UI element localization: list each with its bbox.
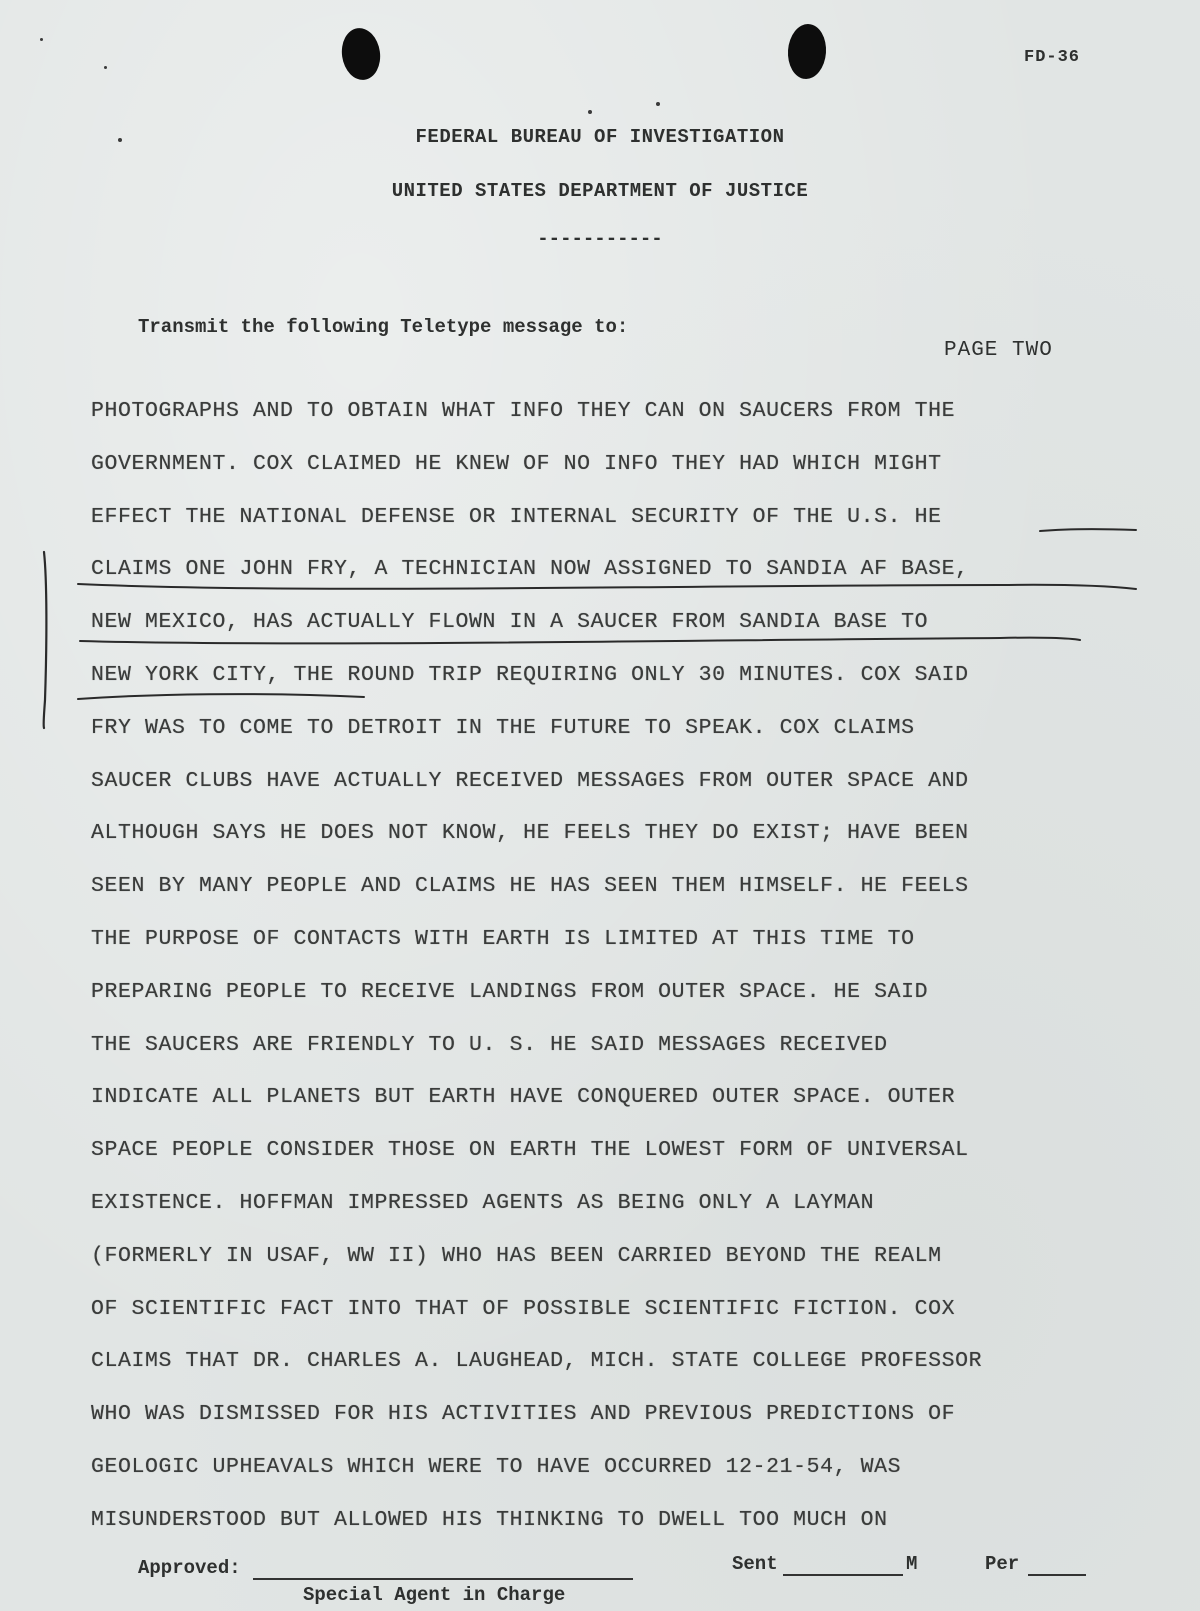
message-line: MISUNDERSTOOD BUT ALLOWED HIS THINKING TO DWELL TOO MUCH ON (91, 1507, 888, 1532)
message-line: PREPARING PEOPLE TO RECEIVE LANDINGS FROM OUTER SPACE. HE SAID (91, 979, 929, 1004)
page-number: PAGE TWO (944, 339, 1053, 362)
per-label: Per (985, 1553, 1020, 1575)
message-line: GOVERNMENT. COX CLAIMED HE KNEW OF NO INFO THEY HAD WHICH MIGHT (91, 451, 942, 476)
message-line: OF SCIENTIFIC FACT INTO THAT OF POSSIBLE SCIENTIFIC FICTION. COX (91, 1296, 956, 1321)
message-line: (FORMERLY IN USAF, WW II) WHO HAS BEEN CARRIED BEYOND THE REALM (91, 1243, 942, 1268)
message-line: INDICATE ALL PLANETS BUT EARTH HAVE CONQUERED OUTER SPACE. OUTER (91, 1085, 956, 1110)
message-line: NEW MEXICO, HAS ACTUALLY FLOWN IN A SAUCER FROM SANDIA BASE TO (91, 610, 929, 635)
department-heading: UNITED STATES DEPARTMENT OF JUSTICE (391, 180, 809, 202)
sent-label: Sent (732, 1553, 778, 1575)
transmit-instruction: Transmit the following Teletype message to: (138, 316, 629, 338)
ink-speck (656, 102, 660, 106)
message-line: NEW YORK CITY, THE ROUND TRIP REQUIRING ONLY 30 MINUTES. COX SAID (91, 662, 969, 687)
message-line: CLAIMS THAT DR. CHARLES A. LAUGHEAD, MICH. STATE COLLEGE PROFESSOR (91, 1349, 983, 1374)
message-line: ALTHOUGH SAYS HE DOES NOT KNOW, HE FEELS THEY DO EXIST; HAVE BEEN (91, 821, 969, 846)
punch-hole-right (786, 23, 828, 81)
message-line: EXISTENCE. HOFFMAN IMPRESSED AGENTS AS BEING ONLY A LAYMAN (91, 1190, 875, 1215)
message-line: FRY WAS TO COME TO DETROIT IN THE FUTURE TO SPEAK. COX CLAIMS (91, 715, 915, 740)
teletype-message-body (91, 385, 1171, 1547)
message-line: PHOTOGRAPHS AND TO OBTAIN WHAT INFO THEY CAN ON SAUCERS FROM THE (91, 399, 956, 423)
message-line: THE SAUCERS ARE FRIENDLY TO U. S. HE SAID MESSAGES RECEIVED (91, 1032, 888, 1057)
special-agent-label: Special Agent in Charge (303, 1584, 566, 1606)
per-initials-line (1028, 1574, 1086, 1576)
message-line: WHO WAS DISMISSED FOR HIS ACTIVITIES AND PREVIOUS PREDICTIONS OF (91, 1402, 956, 1427)
margin-bracket-mark (44, 552, 47, 728)
punch-hole-left (339, 26, 384, 83)
ink-speck (40, 38, 43, 41)
message-line: EFFECT THE NATIONAL DEFENSE OR INTERNAL SECURITY OF THE U.S. HE (91, 504, 942, 529)
agency-heading: FEDERAL BUREAU OF INVESTIGATION (415, 126, 785, 148)
header-rule: ----------- (537, 228, 663, 250)
ink-speck (104, 66, 107, 69)
ink-speck (588, 110, 592, 114)
message-line: SEEN BY MANY PEOPLE AND CLAIMS HE HAS SEEN THEM HIMSELF. HE FEELS (91, 874, 969, 899)
message-line: THE PURPOSE OF CONTACTS WITH EARTH IS LIMITED AT THIS TIME TO (91, 926, 915, 951)
message-line: CLAIMS ONE JOHN FRY, A TECHNICIAN NOW ASSIGNED TO SANDIA AF BASE, (91, 557, 969, 582)
sent-time-line (783, 1574, 903, 1576)
form-number: FD-36 (1024, 48, 1081, 67)
approved-label: Approved: (138, 1557, 241, 1579)
message-line: SPACE PEOPLE CONSIDER THOSE ON EARTH THE LOWEST FORM OF UNIVERSAL (91, 1138, 969, 1163)
approved-signature-line (253, 1578, 633, 1580)
sent-m-label: M (906, 1553, 918, 1575)
message-line: SAUCER CLUBS HAVE ACTUALLY RECEIVED MESSAGES FROM OUTER SPACE AND (91, 768, 969, 793)
message-line: GEOLOGIC UPHEAVALS WHICH WERE TO HAVE OCCURRED 12-21-54, WAS (91, 1454, 902, 1479)
